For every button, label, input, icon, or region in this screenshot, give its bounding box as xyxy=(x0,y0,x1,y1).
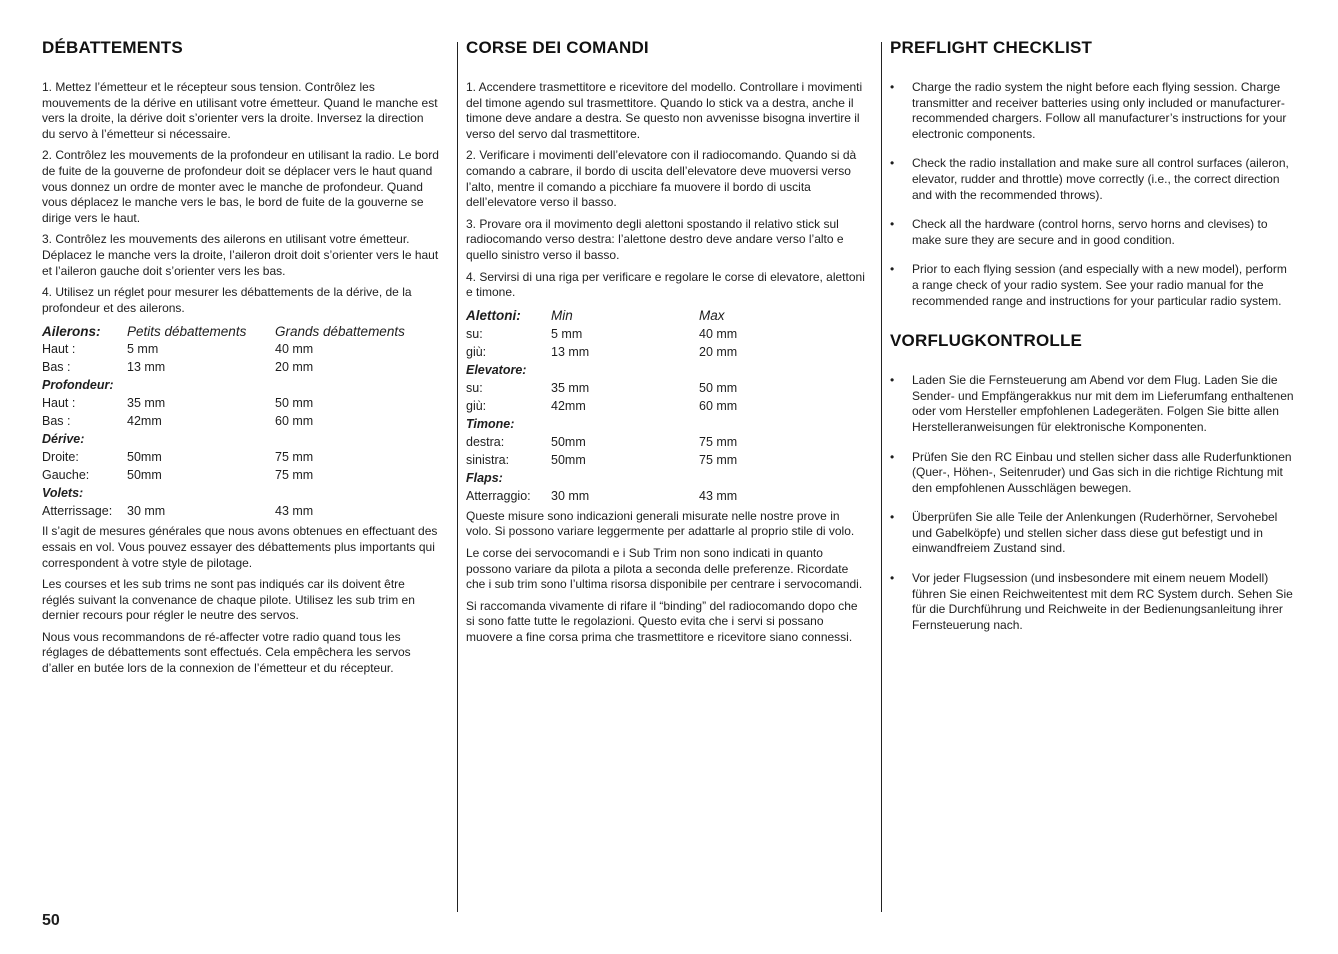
table-cell: Gauche: xyxy=(42,468,90,483)
bullet-icon: • xyxy=(890,510,895,525)
table-group-label: Volets: xyxy=(42,486,84,501)
table-row xyxy=(466,379,737,397)
list-item-text: Überprüfen Sie alle Teile der Anlenkungen (Ruderhörner, Servohebel und Gabelköpfe) und stellen sicher dass diese gut befestigt und in einwandfreiem Zustand sind. xyxy=(912,510,1278,556)
paragraph: 2. Contrôlez les mouvements de la profondeur en utilisant la radio. Le bord de fuite de la gouverne de profondeur doit se déplacer vers le haut quand vous donnez un ordre de monter avec le manche de profondeur. Quand vous déplacez le manche vers le bas, le bord de fuite de la gouverne se dirige vers le haut. xyxy=(42,148,439,225)
table-group-row xyxy=(466,469,737,487)
paragraph: Le corse dei servocomandi e i Sub Trim non sono indicati in quanto possono variare da pilota a pilota a seconda delle preferenze. Ricordate che i sub trim sono l’ultima risorsa disponibile per centrare i servocomandi. xyxy=(466,545,863,592)
list-item-text: Charge the radio system the night before each flying session. Charge transmitter and receiver batteries using only included or manufacturer-recommended chargers. Follow all manufacturer’s instructions for your electronic components. xyxy=(912,80,1287,141)
table-cell: Haut : xyxy=(42,396,76,411)
section-heading: VORFLUGKONTROLLE xyxy=(890,331,1083,351)
table-cell: giù: xyxy=(466,398,487,413)
table-cell: giù: xyxy=(466,344,487,359)
table-group-row xyxy=(466,361,737,379)
list-item xyxy=(890,217,1296,248)
column-french xyxy=(42,38,440,683)
table-cell: Haut : xyxy=(42,342,76,357)
table-cell: Max xyxy=(699,308,725,324)
section-heading: DÉBATTEMENTS xyxy=(42,38,183,57)
table-group-label: Profondeur: xyxy=(42,378,114,393)
table-row xyxy=(466,397,737,415)
table-group-label: Flaps: xyxy=(466,470,503,485)
paragraph: 1. Mettez l’émetteur et le récepteur sous tension. Contrôlez les mouvements de la dérive en utilisant votre émetteur. Quand le manche est vers la droite, la dérive doit s’orienter vers la droite. Inversez la direction du servo à l’émetteur si nécessaire. xyxy=(42,80,438,141)
bullet-icon: • xyxy=(890,217,895,232)
table-cell: Petits débattements xyxy=(127,323,247,339)
table-cell: 20 mm xyxy=(699,344,738,359)
table-group-row xyxy=(466,415,737,433)
paragraph: 3. Contrôlez les mouvements des ailerons en utilisant votre émetteur. Déplacez le manche vers la droite, l’aileron droit doit s’orienter vers le haut et l’aileron gauche doit s’orienter vers les bas. xyxy=(42,232,439,278)
table-group-row xyxy=(42,484,405,502)
table-cell: 30 mm xyxy=(127,504,166,519)
table-cell: Ailerons: xyxy=(42,323,101,339)
table-header-row xyxy=(42,322,405,340)
list-item xyxy=(890,262,1296,309)
table-row xyxy=(42,340,405,358)
table-row xyxy=(42,448,405,466)
table-row xyxy=(42,466,405,484)
paragraph: 4. Utilisez un réglet pour mesurer les débattements de la dérive, de la profondeur et des ailerons. xyxy=(42,285,412,315)
section-heading: CORSE DEI COMANDI xyxy=(466,38,649,57)
table-cell: 75 mm xyxy=(699,434,738,449)
table-row xyxy=(42,358,405,376)
table-cell: Bas : xyxy=(42,414,71,429)
list-item-text: Vor jeder Flugsession (und insbesondere mit einem neuem Modell) führen Sie einen Reichweitentest mit dem RC System durch. Sehen Sie für die Durchführung und Reichweite in der Bedienungsanleitung ihrer Fernsteuerung nach. xyxy=(912,571,1293,632)
table-cell: 5 mm xyxy=(551,326,583,341)
table-row xyxy=(466,325,737,343)
bullet-icon: • xyxy=(890,571,895,586)
section-heading: PREFLIGHT CHECKLIST xyxy=(890,38,1093,57)
list-item-text: Prior to each flying session (and especially with a new model), perform a range check of your radio system. See your radio manual for the recommended range and instructions for your particular radio system. xyxy=(912,262,1287,308)
table-cell: 20 mm xyxy=(275,360,314,375)
table-cell: su: xyxy=(466,380,483,395)
table-cell: 60 mm xyxy=(275,414,314,429)
list-item xyxy=(890,510,1296,557)
list-item-text: Check the radio installation and make sure all control surfaces (aileron, elevator, rudder and throttle) move correctly (i.e., the correct direction and with the recommended throws). xyxy=(912,156,1289,202)
table-cell: destra: xyxy=(466,434,505,449)
column-italian xyxy=(466,38,866,651)
table-cell: 50 mm xyxy=(275,396,314,411)
table-row xyxy=(42,502,405,520)
table-group-label: Elevatore: xyxy=(466,362,527,377)
table-cell: 13 mm xyxy=(551,344,590,359)
bullet-icon: • xyxy=(890,449,895,464)
paragraph: 2. Verificare i movimenti dell’elevatore con il radiocomando. Quando si dà comando a cabrare, il bordo di uscita dell’elevatore deve muoversi verso l’alto, mentre il comando a picchiare fa muovere il bordo di uscita dell’elevatore verso il basso. xyxy=(466,148,857,210)
paragraph: 4. Servirsi di una riga per verificare e regolare le corse di elevatore, alettoni e timone. xyxy=(466,269,865,300)
table-cell: 75 mm xyxy=(699,452,738,467)
table-cell: Droite: xyxy=(42,450,79,465)
table-row xyxy=(466,343,737,361)
bullet-icon: • xyxy=(890,80,895,94)
table-cell: 43 mm xyxy=(699,488,738,503)
table-group-label: Timone: xyxy=(466,416,515,431)
paragraph: 1. Accendere trasmettitore e ricevitore del modello. Controllare i movimenti del timone agendo sul trasmettitore. Quando lo stick va a destra, anche il timone deve andare a destra. Se questo non avvenisse bisogna invertire il verso del servo dal trasmettitore. xyxy=(466,80,863,141)
table-row xyxy=(466,451,737,469)
table-group-row xyxy=(42,430,405,448)
table-cell: Bas : xyxy=(42,360,71,375)
list-item xyxy=(890,80,1296,142)
table-group-row xyxy=(42,376,405,394)
table-header-row xyxy=(466,307,737,325)
list-item xyxy=(890,450,1296,497)
table-cell: 40 mm xyxy=(275,342,314,357)
bullet-icon: • xyxy=(890,156,895,171)
bullet-icon: • xyxy=(890,262,895,277)
table-cell: sinistra: xyxy=(466,452,510,467)
table-cell: su: xyxy=(466,326,483,341)
table-cell: 35 mm xyxy=(127,396,166,411)
table-cell: 43 mm xyxy=(275,504,314,519)
paragraph: Si raccomanda vivamente di rifare il “binding” del radiocomando dopo che si sono fatte tutte le regolazioni. Questo evita che i servi si possano muovere a fine corsa prima che trasmettitore e ricevitore siano connessi. xyxy=(466,598,858,644)
paragraph: Les courses et les sub trims ne sont pas indiqués car ils doivent être réglés suivant la convenance de chaque pilote. Utilisez les sub trim en dernier recours pour régler le neutre des servos. xyxy=(42,577,415,623)
list-item-text: Laden Sie die Fernsteuerung am Abend vor dem Flug. Laden Sie die Sender- und Empfängerakkus nur mit dem im Lieferumfang enthaltenen oder vom Hersteller empfohlenen Ladegeräten. Folgen Sie bitte allen Herstelleranweisungen für elektronische Komponenten. xyxy=(912,373,1294,434)
column-divider xyxy=(457,42,458,912)
table-cell: 75 mm xyxy=(275,468,314,483)
table-cell: 30 mm xyxy=(551,488,590,503)
table-cell: Atterrissage: xyxy=(42,504,113,519)
table-group-label: Dérive: xyxy=(42,432,85,447)
table-row xyxy=(466,433,737,451)
list-item-text: Prüfen Sie den RC Einbau und stellen sicher dass alle Ruderfunktionen (Quer-, Höhen-, Seitenruder) und Gas sich in die richtige Richtung mit den empfohlenen Ausschlägen bewegen. xyxy=(912,449,1292,495)
paragraph: Queste misure sono indicazioni generali misurate nelle nostre prove in volo. Si possono variare leggermente per adattarle al proprio stile di volo. xyxy=(466,508,855,539)
table-cell: 42mm xyxy=(551,398,586,413)
table-row xyxy=(466,487,737,505)
table-cell: 50mm xyxy=(551,452,586,467)
table-cell: 35 mm xyxy=(551,380,590,395)
table-cell: 50mm xyxy=(127,468,162,483)
table-row xyxy=(42,412,405,430)
table-cell: 50 mm xyxy=(699,380,738,395)
table-cell: 60 mm xyxy=(699,398,738,413)
table-cell: Grands débattements xyxy=(275,323,405,339)
checklist xyxy=(890,80,1296,309)
list-item-text: Check all the hardware (control horns, servo horns and clevises) to make sure they are secure and in good condition. xyxy=(912,217,1268,247)
list-item xyxy=(890,373,1296,435)
table-cell: Min xyxy=(551,308,573,324)
table-cell: Alettoni: xyxy=(466,308,521,324)
table-cell: 13 mm xyxy=(127,360,166,375)
table-cell: 40 mm xyxy=(699,326,738,341)
checklist xyxy=(890,373,1296,633)
table-cell: 5 mm xyxy=(127,342,159,357)
table-cell: 50mm xyxy=(127,450,162,465)
throws-table xyxy=(466,307,737,505)
throws-table xyxy=(42,322,405,520)
list-item xyxy=(890,156,1296,203)
page-number: 50 xyxy=(42,912,60,929)
table-cell: 75 mm xyxy=(275,450,314,465)
column-english-german xyxy=(890,38,1296,647)
column-divider xyxy=(881,42,882,912)
table-cell: 50mm xyxy=(551,434,586,449)
bullet-icon: • xyxy=(890,373,895,388)
table-row xyxy=(42,394,405,412)
table-cell: Atterraggio: xyxy=(466,488,531,503)
table-cell: 42mm xyxy=(127,414,162,429)
paragraph: 3. Provare ora il movimento degli alettoni spostando il relativo stick sul radiocomando verso destra: l’alettone destro deve andare verso l’alto e quello sinistro verso il basso. xyxy=(466,216,844,262)
paragraph: Nous vous recommandons de ré-affecter votre radio quand tous les réglages de débattements sont effectués. Cela empêchera les servos d’aller en butée lors de la connexion de l’émetteur et du récepteur. xyxy=(42,629,411,676)
list-item xyxy=(890,571,1296,633)
paragraph: Il s’agit de mesures générales que nous avons obtenues en effectuant des essais en vol. Vous pouvez essayer des débattements plus importants qui correspondent à votre style de pilotage. xyxy=(42,524,438,570)
